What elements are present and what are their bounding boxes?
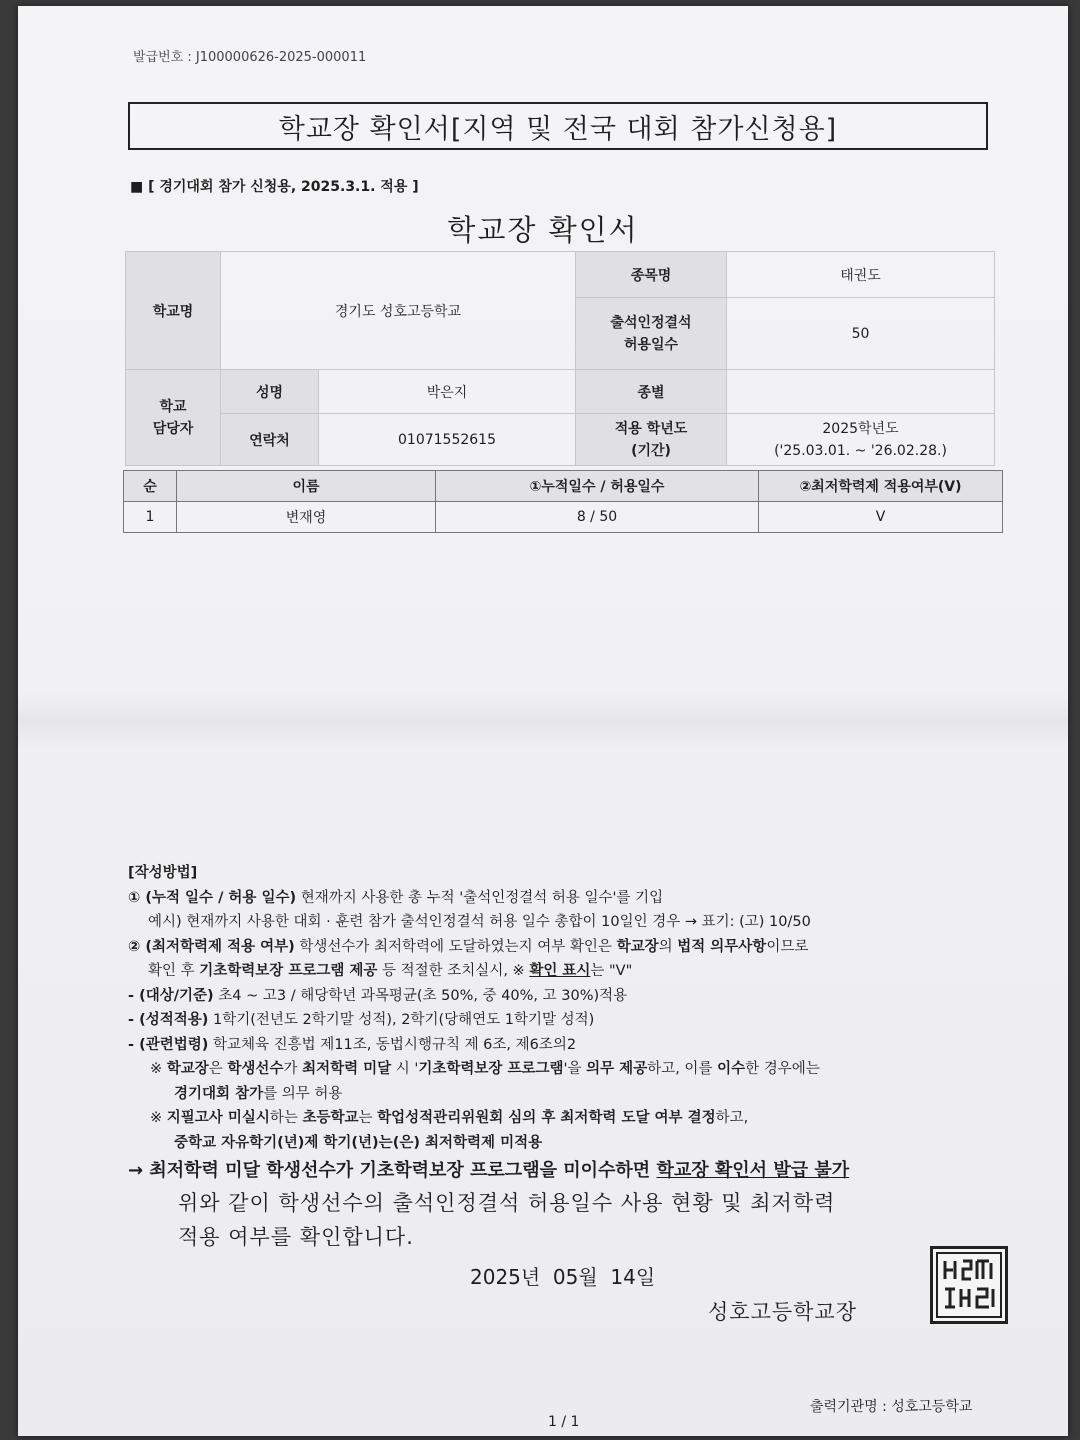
staff-name-value: 박은지 — [319, 370, 576, 414]
contact-label: 연락처 — [221, 414, 319, 466]
sport-label: 종목명 — [576, 252, 727, 298]
instruction-note: ※ 학교장은 학생선수가 최저학력 미달 시 '기초학력보장 프로그램'을 의무 제공하고, 이를 이수한 경우에는 — [150, 1061, 820, 1077]
instructions — [128, 861, 1028, 1184]
gender-value — [727, 370, 995, 414]
instruction-note: ※ 지필고사 미실시하는 초등학교는 학업성적관리위원회 심의 후 최저학력 도달 여부 결정하고, — [150, 1110, 749, 1126]
statement-line-1: 위와 같이 학생선수의 출석인정결석 허용일수 사용 현황 및 최저학력 — [178, 1191, 836, 1215]
page-number: 1 / 1 — [548, 1414, 580, 1430]
instruction-note: 경기대회 참가를 의무 허용 — [174, 1085, 343, 1102]
principal-title: 성호고등학교장 — [708, 1300, 858, 1324]
main-title-box — [128, 102, 988, 150]
instruction-line: ① (누적 일수 / 허용 일수) 현재까지 사용한 총 누적 '출석인정결석 허용 일수'를 기입 — [128, 889, 664, 906]
instruction-line: - (관련법령) 학교체육 진흥법 제11조, 동법시행규칙 제 6조, 제6조의2 — [128, 1036, 577, 1053]
staff-name-label: 성명 — [221, 370, 319, 414]
official-seal-stamp — [930, 1246, 1008, 1324]
cell-number: 1 — [124, 502, 177, 533]
issue-number: 발급번호 : J100000626-2025-000011 — [133, 50, 367, 65]
issuing-institution: 출력기관명 : 성호고등학교 — [810, 1399, 973, 1415]
contact-value: 01071552615 — [319, 414, 576, 466]
school-name-label: 학교명 — [126, 252, 221, 370]
school-info-table — [125, 251, 995, 466]
school-year-label: 적용 학년도 (기간) — [576, 414, 727, 466]
usage-subheader: ■ [ 경기대회 참가 신청용, 2025.3.1. 적용 ] — [130, 179, 419, 195]
absence-days-label: 출석인정결석 허용일수 — [576, 298, 727, 370]
main-title: 학교장 확인서[지역 및 전국 대회 참가신청용] — [278, 113, 838, 145]
student-table-header — [124, 471, 1003, 502]
instruction-line: - (대상/기준) 초4 ~ 고3 / 해당학년 과목평균(초 50%, 중 40%, 고 30%)적용 — [128, 987, 628, 1004]
cell-min-grade: V — [759, 502, 1003, 533]
sport-value: 태권도 — [727, 252, 995, 298]
instruction-example: 예시) 현재까지 사용한 대회 · 훈련 참가 출석인정결석 허용 일수 총합이 10일인 경우 → 표기: (고) 10/50 — [148, 914, 811, 930]
absence-days-value: 50 — [727, 298, 995, 370]
col-header-number: 순 — [124, 471, 177, 502]
instructions-heading: [작성방법] — [128, 865, 198, 881]
col-header-name: 이름 — [177, 471, 436, 502]
school-year-value: 2025학년도 ('25.03.01. ~ '26.02.28.) — [727, 414, 995, 466]
student-table — [123, 470, 1003, 533]
school-name-value: 경기도 성호고등학교 — [221, 252, 576, 370]
cell-name: 변재영 — [177, 502, 436, 533]
document-page — [18, 6, 1068, 1436]
confirmation-statement — [178, 1186, 835, 1254]
col-header-min-grade: ②최저학력제 적용여부(V) — [759, 471, 1003, 502]
cell-days: 8 / 50 — [436, 502, 759, 533]
statement-line-2: 적용 여부를 확인합니다. — [178, 1225, 414, 1249]
col-header-days: ①누적일수 / 허용일수 — [436, 471, 759, 502]
issue-date: 2025년 05월 14일 — [470, 1265, 656, 1289]
seal-icon — [933, 1249, 1005, 1321]
instruction-line: ② (최저학력제 적용 여부) 학생선수가 최저학력에 도달하였는지 여부 확인은 학교장의 법적 의무사항이므로 — [128, 938, 809, 955]
instruction-note: 중학교 자유학기(년)제 학기(년)는(은) 최저학력제 미적용 — [174, 1134, 543, 1151]
instruction-line: 확인 후 기초학력보장 프로그램 제공 등 적절한 조치실시, ※ 확인 표시는 "V" — [148, 963, 633, 979]
document-title: 학교장 확인서 — [447, 213, 639, 247]
instruction-warning: → 최저학력 미달 학생선수가 기초학력보장 프로그램을 미이수하면 학교장 확인서 발급 불가 — [128, 1160, 850, 1181]
gender-label: 종별 — [576, 370, 727, 414]
instruction-line: - (성적적용) 1학기(전년도 2학기말 성적), 2학기(당해연도 1학기말 성적) — [128, 1012, 595, 1028]
table-row — [124, 502, 1003, 533]
staff-label: 학교 담당자 — [126, 370, 221, 466]
